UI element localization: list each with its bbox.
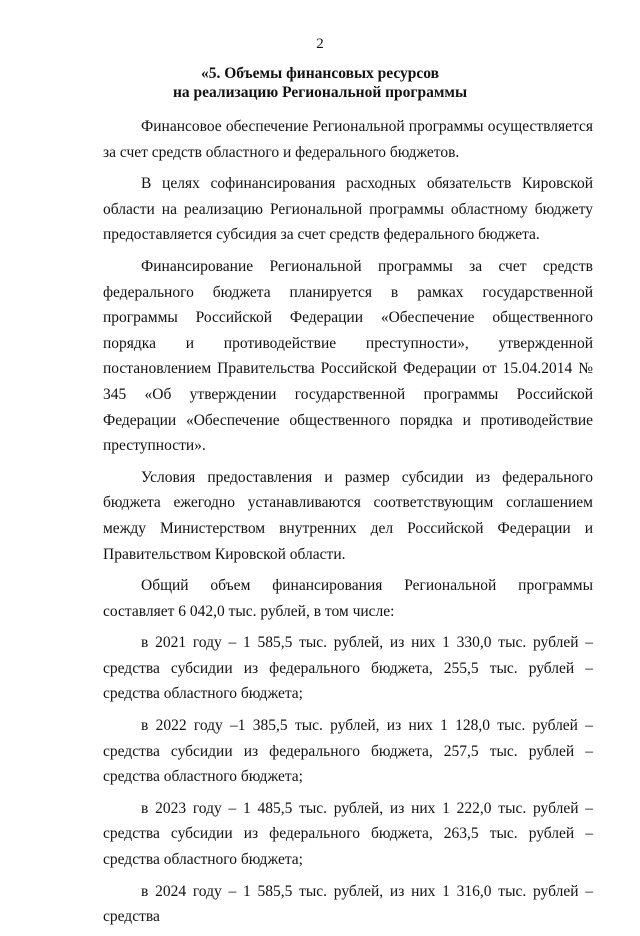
section-heading	[0, 64, 640, 102]
paragraph-total-volume: Общий объем финансирования Региональной программы составляет 6 042,0 тыс. рублей, в том числе:	[103, 577, 593, 620]
paragraph-federal-program: Финансирование Региональной программы за счет средств федерального бюджета планируется в рамках государственной программы Российской Федерации «Обеспечение общественного порядка и противодействие преступности», утвержденной постановлением Правительства Российской Федерации от 15.04.2014 № 345 «Об утверждении государственной программы Российской Федерации «Обеспечение общественного порядка и противодействие преступности».	[103, 257, 593, 455]
paragraph-cofinancing: В целях софинансирования расходных обязательств Кировской области на реализацию Региональной программы областному бюджету предоставляется субсидия за счет средств федерального бюджета.	[103, 175, 593, 244]
section-heading-line-1: «5. Объемы финансовых ресурсов	[200, 65, 440, 82]
paragraph-funding-sources: Финансовое обеспечение Региональной программы осуществляется за счет средств областного и федерального бюджетов.	[103, 118, 593, 161]
paragraph-year-2022: в 2022 году –1 385,5 тыс. рублей, из них 1 128,0 тыс. рублей – средства субсидии из федерального бюджета, 257,5 тыс. рублей – средства областного бюджета;	[103, 717, 593, 786]
paragraph-year-2021: в 2021 году – 1 585,5 тыс. рублей, из них 1 330,0 тыс. рублей – средства субсидии из федерального бюджета, 255,5 тыс. рублей – средства областного бюджета;	[103, 634, 593, 703]
page-number: 2	[316, 36, 324, 52]
section-heading-line-2: на реализацию Региональной программы	[172, 84, 468, 101]
paragraph-subsidy-conditions: Условия предоставления и размер субсидии из федерального бюджета ежегодно устанавливаются соответствующим соглашением между Министерством внутренних дел Российской Федерации и Правительством Кировской области.	[103, 468, 593, 563]
paragraph-year-2024: в 2024 году – 1 585,5 тыс. рублей, из них 1 316,0 тыс. рублей – средства	[103, 882, 593, 926]
paragraph-year-2023: в 2023 году – 1 485,5 тыс. рублей, из них 1 222,0 тыс. рублей – средства субсидии из федерального бюджета, 263,5 тыс. рублей – средства областного бюджета;	[103, 799, 593, 869]
document-body	[103, 114, 593, 936]
